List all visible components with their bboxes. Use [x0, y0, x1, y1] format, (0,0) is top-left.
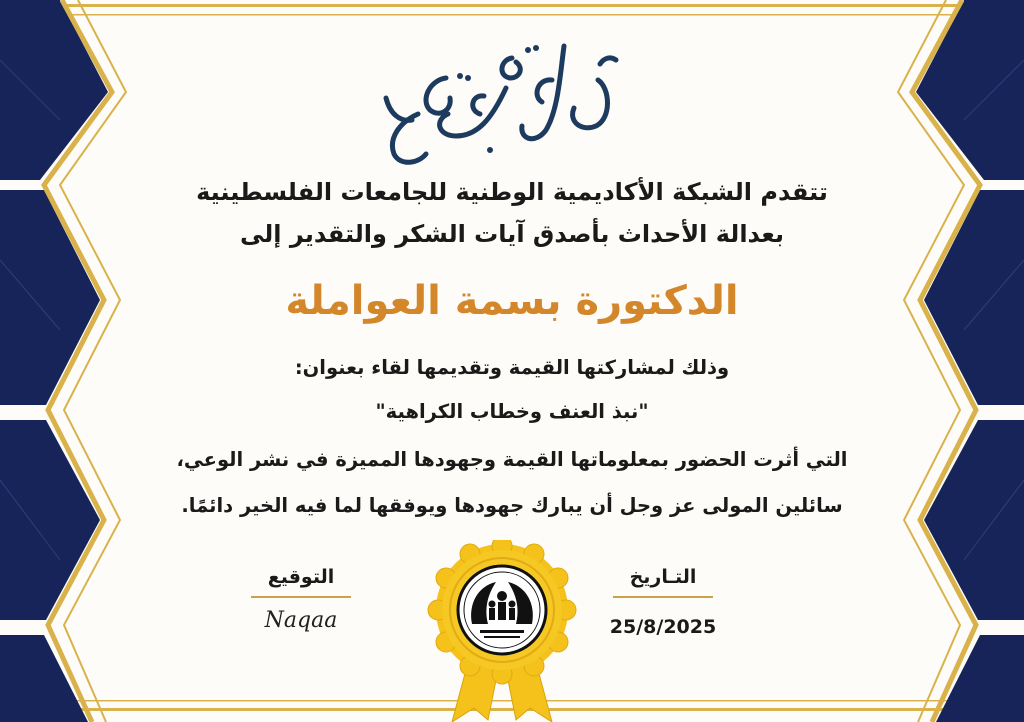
body-line-2: سائلين المولى عز وجل أن يبارك جهودها ويوفقها لما فيه الخير دائمًا. — [181, 494, 843, 517]
signature-label: التوقيع — [267, 566, 335, 588]
signature-rule — [251, 596, 351, 598]
date-block — [598, 566, 728, 638]
rosette-badge — [422, 540, 582, 722]
intro-line-2: بعدالة الأحداث بأصدق آيات الشكر والتقدير إلى — [240, 220, 784, 248]
script-title-calligraphy — [360, 18, 660, 178]
date-value: 25/8/2025 — [609, 616, 717, 638]
recipient-name: الدكتورة بسمة العواملة — [285, 278, 739, 324]
intro-line-1: تتقدم الشبكة الأكاديمية الوطنية للجامعات الفلسطينية — [196, 178, 828, 206]
talk-title: "نبذ العنف وخطاب الكراهية" — [375, 400, 649, 423]
body-line-1: التي أثرت الحضور بمعلوماتها القيمة وجهودها المميزة في نشر الوعي، — [176, 448, 848, 471]
signature: Naqaa — [264, 608, 338, 633]
date-label: التـاريخ — [629, 566, 697, 588]
organization-seal-icon — [458, 566, 546, 654]
reason-line: وذلك لمشاركتها القيمة وتقديمها لقاء بعنوان: — [294, 356, 730, 379]
date-rule — [613, 596, 713, 598]
signature-block — [236, 566, 366, 633]
